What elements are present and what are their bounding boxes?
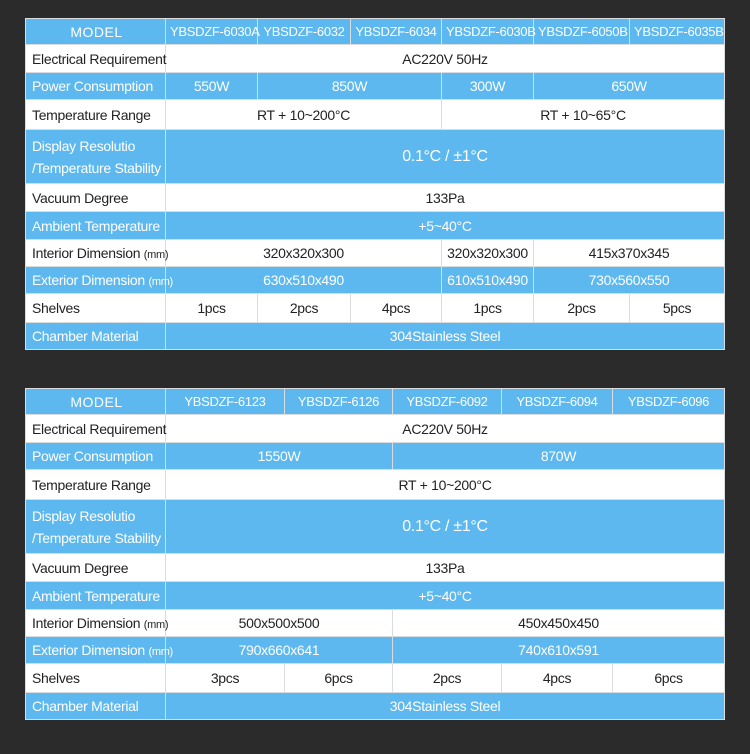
row-label: Electrical Requirement bbox=[26, 45, 166, 73]
model-cell: YBSDZF-6035B bbox=[630, 19, 725, 45]
ambient-value: +5~40°C bbox=[166, 212, 725, 240]
vacuum-value: 133Pa bbox=[166, 184, 725, 212]
exterior-value: 790x660x641 bbox=[166, 637, 393, 664]
material-value: 304Stainless Steel bbox=[166, 693, 725, 720]
material-row bbox=[26, 323, 725, 350]
unit-label: (mm) bbox=[148, 276, 173, 288]
interior-value: 500x500x500 bbox=[166, 610, 393, 637]
exterior-value: 610x510x490 bbox=[442, 267, 534, 294]
display-label-line1: Display Resolutio bbox=[32, 137, 136, 154]
model-cell: YBSDZF-6030B bbox=[442, 19, 534, 45]
interior-row bbox=[26, 610, 725, 637]
exterior-value: 740x610x591 bbox=[393, 637, 725, 664]
row-label bbox=[26, 500, 166, 554]
model-label: MODEL bbox=[26, 19, 166, 45]
vacuum-value: 133Pa bbox=[166, 554, 725, 582]
model-cell: YBSDZF-6094 bbox=[502, 389, 613, 415]
temperature-range-value: RT + 10~200°C bbox=[166, 470, 725, 500]
temperature-range-row bbox=[26, 470, 725, 500]
row-label: Temperature Range bbox=[26, 100, 166, 130]
shelves-value: 2pcs bbox=[534, 294, 630, 323]
model-cell: YBSDZF-6032 bbox=[258, 19, 351, 45]
shelves-row bbox=[26, 664, 725, 693]
exterior-row bbox=[26, 267, 725, 294]
ambient-value: +5~40°C bbox=[166, 582, 725, 610]
model-cell: YBSDZF-6096 bbox=[613, 389, 725, 415]
exterior-value: 730x560x550 bbox=[534, 267, 725, 294]
interior-value: 415x370x345 bbox=[534, 240, 725, 267]
row-label bbox=[26, 267, 173, 294]
power-value: 550W bbox=[166, 73, 258, 100]
interior-value: 450x450x450 bbox=[393, 610, 725, 637]
model-cell: YBSDZF-6123 bbox=[166, 389, 285, 415]
electrical-row bbox=[26, 45, 725, 73]
interior-value: 320x320x300 bbox=[166, 240, 442, 267]
display-value: 0.1°C / ±1°C bbox=[166, 500, 725, 554]
model-cell: YBSDZF-6092 bbox=[393, 389, 502, 415]
row-label: Shelves bbox=[26, 294, 166, 323]
shelves-value: 4pcs bbox=[502, 664, 613, 693]
vacuum-row bbox=[26, 554, 725, 582]
ambient-row bbox=[26, 582, 725, 610]
model-label: MODEL bbox=[26, 389, 166, 415]
power-row bbox=[26, 443, 725, 470]
unit-label: (mm) bbox=[143, 619, 169, 631]
shelves-value: 6pcs bbox=[285, 664, 393, 693]
power-value: 1550W bbox=[166, 443, 393, 470]
shelves-value: 4pcs bbox=[351, 294, 442, 323]
temperature-range-value: RT + 10~200°C bbox=[166, 100, 442, 130]
electrical-row bbox=[26, 415, 725, 443]
model-cell: YBSDZF-6030A bbox=[166, 19, 258, 45]
ambient-row bbox=[26, 212, 725, 240]
shelves-value: 3pcs bbox=[166, 664, 285, 693]
model-cell: YBSDZF-6126 bbox=[285, 389, 393, 415]
row-label: Electrical Requirement bbox=[26, 415, 166, 443]
material-value: 304Stainless Steel bbox=[166, 323, 725, 350]
exterior-row bbox=[26, 637, 725, 664]
shelves-value: 1pcs bbox=[442, 294, 534, 323]
shelves-row bbox=[26, 294, 725, 323]
model-row bbox=[26, 389, 725, 415]
spec-table-2 bbox=[25, 388, 725, 720]
spec-table-1 bbox=[25, 18, 725, 350]
exterior-value: 630x510x490 bbox=[166, 267, 442, 294]
exterior-label: Exterior Dimension bbox=[32, 272, 145, 288]
shelves-value: 6pcs bbox=[613, 664, 725, 693]
row-label: Vacuum Degree bbox=[26, 554, 166, 582]
model-row bbox=[26, 19, 725, 45]
display-label-line1: Display Resolutio bbox=[32, 507, 136, 524]
display-label-line2: /Temperature Stability bbox=[32, 529, 161, 546]
model-cell: YBSDZF-6050B bbox=[534, 19, 630, 45]
row-label bbox=[26, 637, 173, 664]
power-row bbox=[26, 73, 725, 100]
interior-row bbox=[26, 240, 725, 267]
vacuum-row bbox=[26, 184, 725, 212]
row-label: Chamber Material bbox=[26, 323, 166, 350]
display-row bbox=[26, 130, 725, 184]
temperature-range-row bbox=[26, 100, 725, 130]
power-value: 850W bbox=[258, 73, 442, 100]
shelves-value: 2pcs bbox=[258, 294, 351, 323]
power-value: 300W bbox=[442, 73, 534, 100]
shelves-value: 5pcs bbox=[630, 294, 725, 323]
electrical-value: AC220V 50Hz bbox=[166, 45, 725, 73]
shelves-value: 1pcs bbox=[166, 294, 258, 323]
unit-label: (mm) bbox=[143, 249, 169, 261]
interior-value: 320x320x300 bbox=[442, 240, 534, 267]
material-row bbox=[26, 693, 725, 720]
unit-label: (mm) bbox=[148, 646, 173, 658]
display-label-line2: /Temperature Stability bbox=[32, 159, 161, 176]
model-cell: YBSDZF-6034 bbox=[351, 19, 442, 45]
power-value: 870W bbox=[393, 443, 725, 470]
temperature-range-value: RT + 10~65°C bbox=[442, 100, 725, 130]
shelves-value: 2pcs bbox=[393, 664, 502, 693]
display-value: 0.1°C / ±1°C bbox=[166, 130, 725, 184]
row-label: Ambient Temperature bbox=[26, 212, 166, 240]
interior-label: Interior Dimension bbox=[32, 245, 141, 261]
row-label: Power Consumption bbox=[26, 73, 166, 100]
row-label: Chamber Material bbox=[26, 693, 166, 720]
interior-label: Interior Dimension bbox=[32, 615, 141, 631]
row-label: Power Consumption bbox=[26, 443, 166, 470]
display-row bbox=[26, 500, 725, 554]
power-value: 650W bbox=[534, 73, 725, 100]
electrical-value: AC220V 50Hz bbox=[166, 415, 725, 443]
row-label: Temperature Range bbox=[26, 470, 166, 500]
row-label bbox=[26, 610, 169, 637]
row-label: Shelves bbox=[26, 664, 166, 693]
row-label: Vacuum Degree bbox=[26, 184, 166, 212]
exterior-label: Exterior Dimension bbox=[32, 642, 145, 658]
row-label: Ambient Temperature bbox=[26, 582, 166, 610]
row-label bbox=[26, 240, 169, 267]
row-label bbox=[26, 130, 166, 184]
